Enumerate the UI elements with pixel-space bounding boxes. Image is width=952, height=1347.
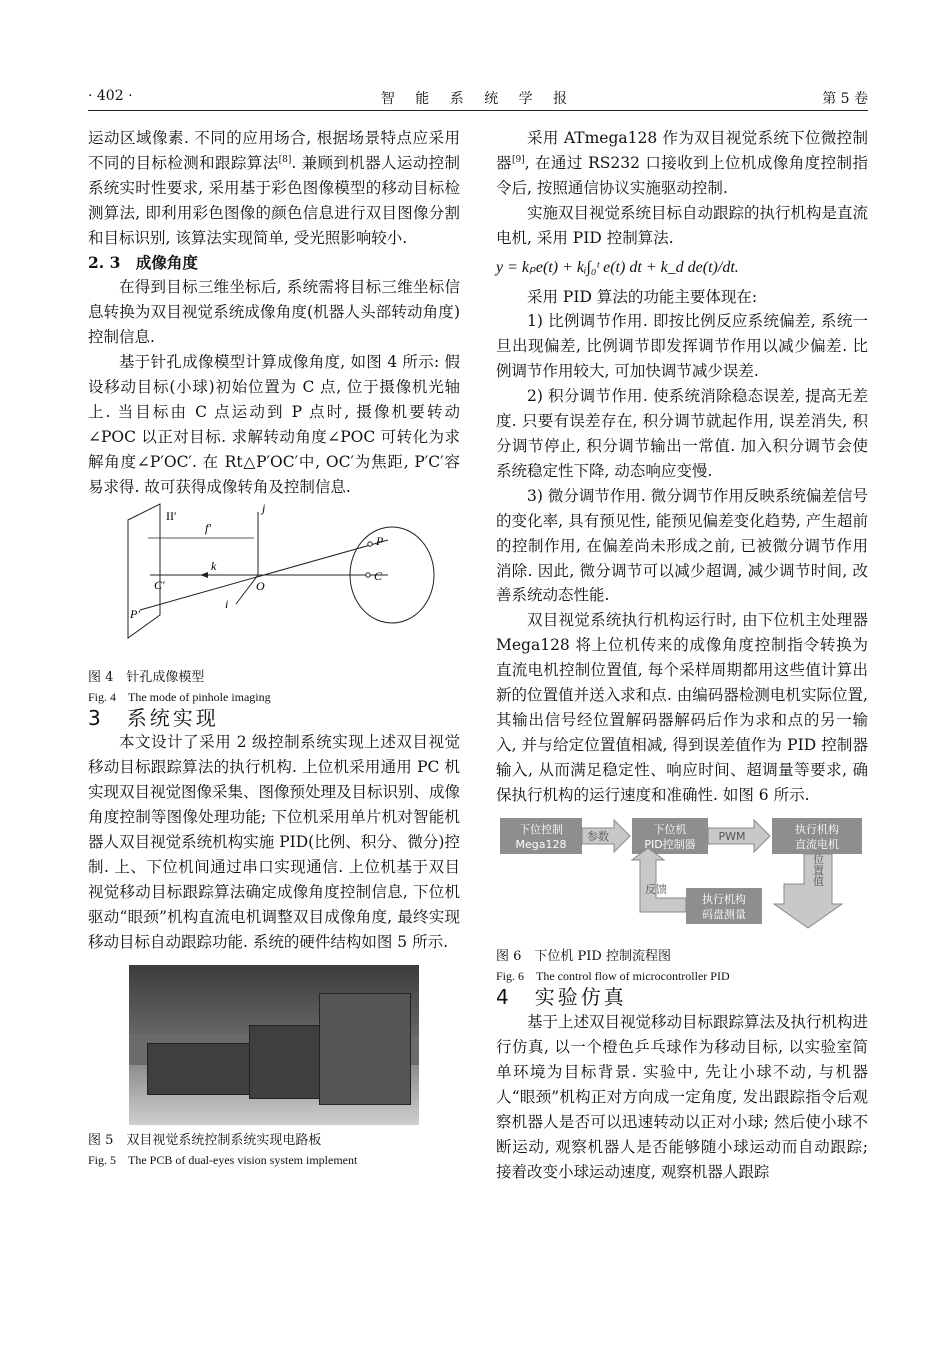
label-P: P (376, 533, 384, 548)
paragraph: 采用 PID 算法的功能主要体现在: (527, 287, 758, 306)
side-position-value: 位置值 (811, 853, 825, 887)
figure-5-caption-en: Fig. 5 The PCB of dual-eyes vision system implement (88, 1152, 358, 1167)
figure-5-caption-cn: 图 5 双目视觉系统控制系统实现电路板 (88, 1132, 322, 1148)
page-number: · 402 · (88, 88, 133, 104)
paragraph: 1) 比例调节作用. 即按比例反应系统偏差, 系统一旦出现偏差, 比例调节即发挥调节作用以减少偏差. 比例调节作用较大, 可加快调节减少误差. (496, 312, 868, 381)
box3-line2: 直流电机 (795, 837, 839, 851)
label-i: i (225, 596, 229, 611)
arrow-pwm: PWM (718, 829, 746, 843)
box4-line1: 执行机构 (702, 892, 746, 906)
paragraph: 本文设计了采用 2 级控制系统实现上述双目视觉移动目标跟踪算法的执行机构. 上位机采用通用 PC 机实现双目视觉图像采集、图像预处理及目标识别、成像角度控制等图像处理功能; 下位机采用单片机对智能机器人双目视觉系统机构实施 PID(比例、积分、微分)控制. 上、下位机间通过串口实现通信. 上位机基于双目视觉移动目标跟踪算法确定成像角度控制信息, 下位机驱动“眼颈”机构直流电机调整双目成像角度, 最终实现移动目标自动跟踪功能. 系统的硬件结构如图 5 所示. (88, 733, 461, 951)
paragraph: 运动区域像素. 不同的应用场合, 根据场景特点应采用不同的目标检测和跟踪算法[8]. 兼顾到机器人运动控制系统实时性要求, 采用基于彩色图像模型的移动目标检测算法, 即利用彩色图像的颜色信息进行双目图像分割和目标识别, 该算法实现简单, 受光照影响较小. (88, 129, 460, 247)
label-C-prime: C′ (154, 577, 165, 592)
paragraph: 在得到目标三维坐标后, 系统需将目标三维坐标信息转换为双目视觉系统成像角度(机器人头部转动角度)控制信息. (88, 278, 460, 347)
label-P-prime: P′ (130, 606, 140, 621)
paragraph: 基于针孔成像模型计算成像角度, 如图 4 所示: 假设移动目标(小球)初始位置为 C 点, 位于摄像机光轴上. 当目标由 C 点运动到 P 点时, 摄像机要转动∠POC 以正对目标. 求解转动角度∠POC 可转化为求解角度∠P′OC′. 在 Rt△P′OC′中, OC′为焦距, P′C′容易求得. 故可获得成像转角及控制信息. (88, 353, 460, 496)
box3-line1: 执行机构 (795, 822, 839, 836)
label-II: II′ (166, 508, 177, 523)
paragraph: 基于上述双目视觉移动目标跟踪算法及执行机构进行仿真, 以一个橙色乒乓球作为移动目标, 以实验室简单环境为目标背景. 实验中, 先让小球不动, 与机器人“眼颈”机构正对方向成一定角度, 发出跟踪指令后观察机器人是否可以迅速转动以正对小球; 然后使小球不断运动, 观察机器人是否能够随小球运动而自动跟踪; 接着改变小球运动速度, 观察机器人跟踪 (496, 1013, 869, 1181)
figure-4-caption-en: Fig. 4 The mode of pinhole imaging (88, 689, 271, 704)
figure-6-caption-cn: 图 6 下位机 PID 控制流程图 (496, 949, 671, 965)
label-k: k (211, 558, 217, 573)
label-j: j (262, 500, 266, 515)
box2-line2: PID控制器 (644, 837, 696, 851)
left-column (88, 126, 460, 1169)
citation: [8] (278, 154, 292, 165)
section-heading-4: 4 实验仿真 (496, 985, 627, 1010)
figure-4-pinhole-diagram (88, 500, 460, 660)
paragraph: 3) 微分调节作用. 微分调节作用反映系统偏差信号的变化率, 具有预见性, 能预见偏差变化趋势, 产生超前的控制作用, 在偏差尚未形成之前, 已被微分调节作用消除. 因此, 微分调节可以减少超调, 减少调节时间, 改善系统动态性能. (496, 486, 868, 605)
paragraph: 实施双目视觉系统目标自动跟踪的执行机构是直流电机, 采用 PID 控制算法. (496, 203, 869, 247)
box4-line2: 码盘测量 (702, 907, 746, 921)
running-header (88, 82, 868, 111)
figure-4-caption-cn: 图 4 针孔成像模型 (88, 669, 205, 685)
box1-line1: 下位控制 (519, 822, 563, 836)
box2-line1: 下位机 (653, 822, 687, 836)
right-column (496, 126, 868, 1185)
figure-6-pid-flow (496, 812, 868, 934)
volume-label: 第 5 卷 (822, 91, 868, 107)
paragraph: 2) 积分调节作用. 使系统消除稳态误差, 提高无差度. 只要有误差存在, 积分调节就起作用, 误差消失, 积分调节停止, 积分调节输出一常值. 加入积分调节会使系统稳定性下降, 动态响应变慢. (496, 387, 868, 480)
figure-6-caption-en: Fig. 6 The control flow of microcontroller PID (496, 969, 730, 984)
journal-name: 智 能 系 统 学 报 (380, 91, 576, 107)
paragraph: 双目视觉系统执行机构运行时, 由下位机主处理器 Mega128 将上位机传来的成像角度控制指令转换为直流电机控制位置值, 每个采样周期都用这些值计算出新的位置值并送入求和点. 由编码器检测电机实际位置, 其输出信号经位置解码器解码后作为求和点的另一输入, 并与给定位置值相减, 得到误差值作为 PID 控制器输入, 从而满足稳定性、响应时间、超调量等要求, 确保执行机构的运行速度和准确性. 如图 6 所示. (496, 611, 868, 804)
subsection-heading: 2. 3 成像角度 (88, 252, 198, 272)
label-C: C (374, 568, 383, 583)
paragraph: 采用 ATmega128 作为双目视觉系统下位微控制器[9], 在通过 RS232 口接收到上位机成像角度控制指令后, 按照通信协议实施驱动控制. (496, 129, 868, 197)
label-O: O (256, 578, 265, 593)
box1-line2: Mega128 (515, 837, 567, 851)
arrow-params: 参数 (587, 829, 609, 843)
arrow-feedback: 反馈 (645, 882, 667, 896)
section-heading-3: 3 系统实现 (88, 705, 219, 730)
figure-5-pcb-photo (129, 965, 419, 1125)
pid-equation: y = kₚe(t) + kᵢ∫₀ᵗ e(t) dt + k_d de(t)/dt. (496, 258, 739, 276)
citation: [9] (511, 154, 525, 165)
label-f: f′ (205, 520, 211, 535)
